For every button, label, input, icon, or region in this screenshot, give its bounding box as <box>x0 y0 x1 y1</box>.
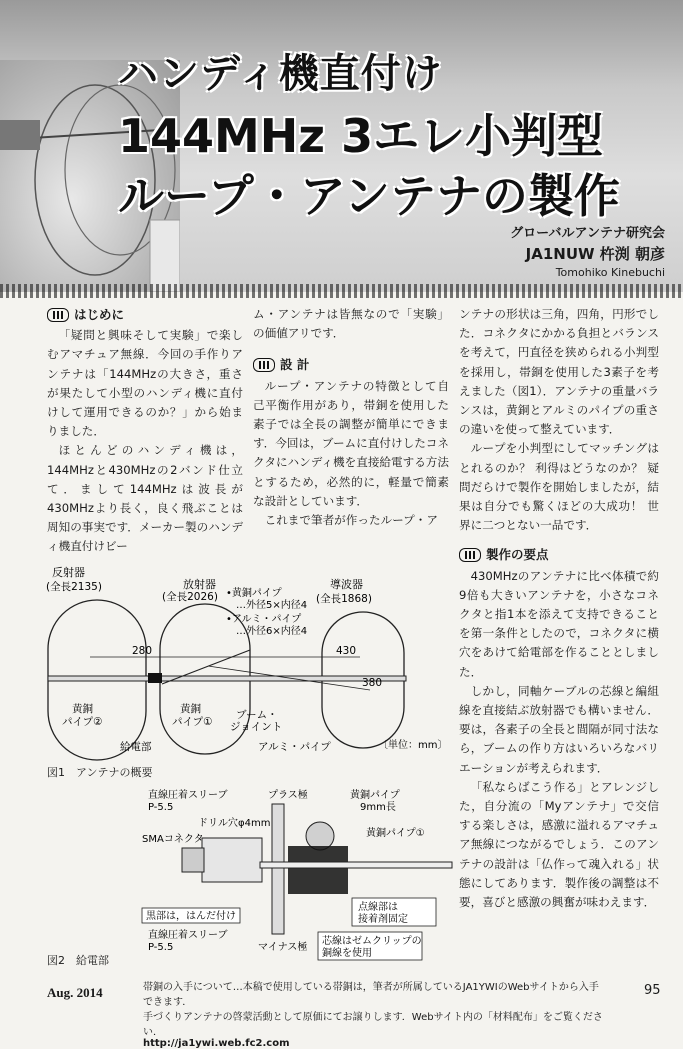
figure-2-caption: 図2 給電部 <box>47 954 109 967</box>
feed-block <box>148 673 162 683</box>
sma-body <box>202 838 262 882</box>
radiator-length: (全長2026) <box>162 591 218 603</box>
alu-pipe-spec-1: •アルミ・パイプ <box>226 614 302 625</box>
unit-label: 〔単位：mm〕 <box>378 740 448 751</box>
sleeve-top-b: P-5.5 <box>148 802 174 813</box>
core-note-a: 芯線はゼムクリップの <box>322 936 422 947</box>
footer-note <box>143 978 603 1049</box>
paragraph: ム・アンテナは皆無なので「実験」の価値アリです． <box>253 307 449 341</box>
dimension-380: 380 <box>362 677 383 689</box>
paragraph: ほとんどのハンディ機は，144MHzと430MHzの2バンド仕立て．まして144MHzは波長が430MHzより長く，良く飛ぶことは周知の事実です．メーカー製のハンディ機直付けビー <box>47 443 243 554</box>
brass-pipe-2-label-b: パイプ② <box>62 716 103 728</box>
reflector-label: 反射器 <box>52 566 85 579</box>
brass-pipe-9-length: 9mm長 <box>360 802 396 813</box>
title-line-1: ハンディ機直付け <box>118 51 443 97</box>
core-note-b: 銅線を使用 <box>322 948 372 959</box>
paragraph: 「私ならばこう作る」とアレンジした，自分流の「Myアンテナ」で交信する楽しさは，感激に溢れるアマチュア無線につながるでしょう．このアンテナの設計は「仏作って魂入れる」状態にしてあります．製作後の調整は不要，喜びと感激の興奮が味わえます． <box>459 779 659 910</box>
dot-note-a: 点線部は <box>358 902 398 913</box>
sma-label: SMAコネクタ <box>142 834 204 845</box>
section-heading-points: 製作の要点 <box>459 545 659 564</box>
paragraph: しかし，同軸ケーブルの芯線と編組線を直接結ぶ放射器でも構いません．要は，各素子の全長と間隔が同寸法なら，ブームの作り方はいろいろなバリエーションが考えられます． <box>459 683 659 775</box>
brass-pipe-spec-2: …外径5×内径4 <box>236 600 308 611</box>
black-note: 黒部は，はんだ付け <box>146 911 236 922</box>
figure-1-caption: 図1 アンテナの概要 <box>47 766 153 779</box>
column-1 <box>47 305 243 557</box>
brass-pipe-9mm <box>306 822 334 850</box>
sleeve-bottom-a: 直線圧着スリーブ <box>148 930 228 941</box>
page-number: 95 <box>644 983 661 998</box>
column-3 <box>459 305 659 912</box>
reflector-length: (全長2135) <box>46 581 102 593</box>
brass-pipe-9-label: 黄銅パイプ <box>350 790 400 801</box>
alu-pipe-spec-2: …外径6×内径4 <box>236 626 308 637</box>
alu-pipe-label: アルミ・パイプ <box>258 741 331 753</box>
title-line-2: 144MHz 3エレ小判型 <box>118 109 604 163</box>
boom-pipe <box>260 862 452 868</box>
author-romaji: Tomohiko Kinebuchi <box>555 266 665 279</box>
dimension-280: 280 <box>132 645 153 657</box>
footer-note-line-1: 帯銅の入手について…本稿で使用している帯銅は，筆者が所属しているJA1YWIのWebサイトから入手できます． <box>143 982 599 1008</box>
section-mark-icon <box>253 358 275 372</box>
radiator-label: 放射器 <box>183 578 216 591</box>
brass-pipe-spec-1: •黄銅パイプ <box>226 588 282 599</box>
dimension-430: 430 <box>336 645 357 657</box>
section-mark-icon <box>459 548 481 562</box>
boom <box>48 676 406 681</box>
brass-pipe-1-label-b: パイプ① <box>172 716 213 728</box>
paragraph: ループ・アンテナの特徴として自己平衡作用があり，帯銅を使用した素子では全長の調整が簡単にできます．今回は，ブームに直付けしたコネクタにハンディ機を直接給電する方法とするため，必然的に，軽量で簡素な設計としています． <box>253 378 449 508</box>
footer-url[interactable]: http://ja1ywi.web.fc2.com <box>143 1038 290 1049</box>
footer-note-line-2: 手づくりアンテナの啓蒙活動として原価にてお譲りします．Webサイト内の「材料配布」をご覧ください． <box>143 1012 603 1038</box>
figure-1-antenna-overview <box>40 562 460 772</box>
dot-note-b: 接着剤固定 <box>358 914 408 925</box>
column-2 <box>253 305 449 530</box>
drill-label: ドリル穴φ4mm <box>198 818 271 829</box>
sleeve-top-a: 直線圧着スリーブ <box>148 790 228 801</box>
header-divider <box>0 284 683 298</box>
feed-label: 給電部 <box>120 741 152 753</box>
organization: グローバルアンテナ研究会 <box>510 226 665 241</box>
plus-plate-label: プラス極 <box>268 790 308 801</box>
paragraph: 430MHzのアンテナに比べ体積で約9倍も大きいアンテナを，小さなコネクタと指1本を添えて支持できることを第一条件としたので，コネクタに横穴をあけて給電部を作ることとしました． <box>459 568 659 679</box>
plus-plate <box>272 804 284 934</box>
paragraph: ンテナの形状は三角，四角，円形でした．コネクタにかかる負担とバランスを考えて，円直径を狭められる小判型を採用し，帯銅を使用した3素子を考えました（図1）．アンテナの重量バランスは，黄銅とアルミのパイプの重さの違いを使って整えています． <box>459 307 659 437</box>
sleeve-bottom-b: P-5.5 <box>148 942 174 953</box>
brass-pipe-1-label: 黄銅パイプ① <box>366 828 425 839</box>
minus-plate-label: マイナス極 <box>258 942 308 953</box>
boom-joint-label-a: ブーム・ <box>236 709 278 721</box>
issue-date: Aug. 2014 <box>47 985 103 1000</box>
author: JA1NUW 杵渕 朝彦 <box>525 245 665 263</box>
brass-pipe-1-label-a: 黄銅 <box>180 703 201 715</box>
section-mark-icon <box>47 308 69 322</box>
title-line-3: ループ・アンテナの製作 <box>118 169 620 223</box>
section-heading-intro: はじめに <box>47 305 243 324</box>
director-length: (全長1868) <box>316 593 372 605</box>
section-heading-design: 設 計 <box>253 355 449 374</box>
director-label: 導波器 <box>330 578 363 591</box>
paragraph: これまで筆者が作ったループ・ア <box>264 513 438 528</box>
paragraph: ループを小判型にしてマッチングはとれるのか？ 利得はどうなのか？ 疑問だらけで製作を開始しましたが，結果は自分でも驚くほどの大成功！ 世界に二つとない一品です． <box>459 441 659 533</box>
paragraph: 「疑問と興味そして実験」で楽しむアマチュア無線．今回の手作りアンテナは「144MHzの大きさ，重さが果たして小型のハンディ機に直付けして運用できるのか？」から始まりました． <box>47 328 243 439</box>
brass-pipe-2-label-a: 黄銅 <box>72 703 93 715</box>
figure-2-feed-section <box>140 786 458 962</box>
boom-joint-label-b: ジョイント <box>230 721 283 733</box>
